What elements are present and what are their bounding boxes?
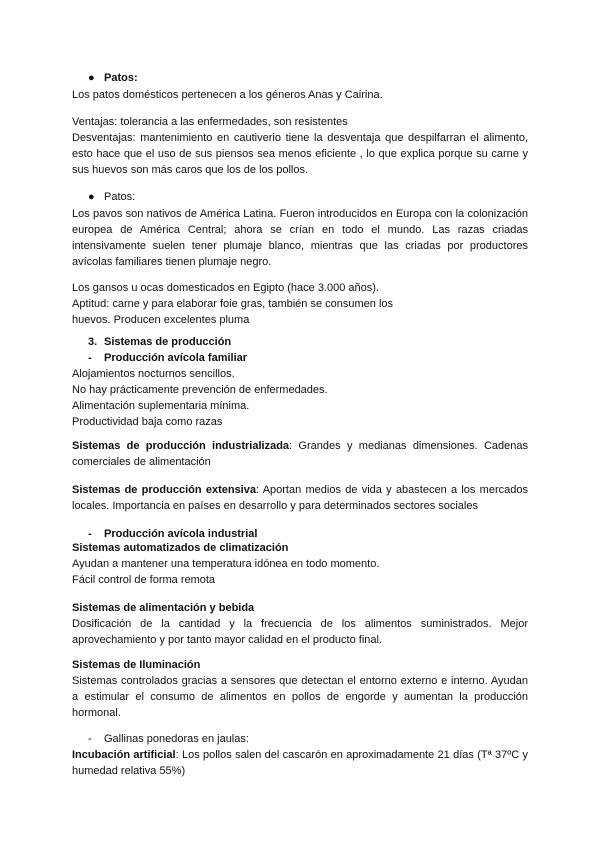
- iluminacion-title: Sistemas de Iluminación: [72, 659, 201, 671]
- definition: : Grandes y medianas dimensiones. Cadenas comerciales de alimentación: [72, 440, 528, 468]
- definition: : Aportan medios de vida y abastecen a los mercados locales. Importancia en países en desarrollo y para determinados sectores sociales: [72, 484, 528, 512]
- definition: : Los pollos salen del cascarón en aproximadamente 21 días (Tª 37ºC y humedad relativa 55%): [72, 749, 528, 777]
- familiar-heading: [88, 350, 247, 366]
- gansos-line-1: Los gansos u ocas domesticados en Egipto (hace 3.000 años).: [72, 282, 379, 294]
- climatizacion-title: Sistemas automatizados de climatización: [72, 542, 289, 554]
- section-number: 3.: [88, 336, 98, 348]
- term: Sistemas de producción industrializada: [72, 440, 290, 452]
- term: Incubación artificial: [72, 749, 176, 761]
- iluminacion-text: Sistemas controlados gracias a sensores que detectan el entorno externo e interno. Ayudan a estimular el consumo de alimentos en pollos de engorde y aumentan la producción hormonal.: [72, 675, 528, 719]
- climatizacion-line: Ayudan a mantener una temperatura idónea en todo momento.: [72, 558, 380, 570]
- incubacion-paragraph: [72, 747, 528, 779]
- dash-icon: -: [88, 352, 92, 364]
- gansos-line-2: Aptitud: carne y para elaborar foie gras, también se consumen los: [72, 298, 394, 310]
- desventajas-text: Desventajas: mantenimiento en cautiverio tiene la desventaja que despilfarran el alimento, esto hace que el uso de sus piensos sea menos eficiente , lo que explica porque su carne y sus huevos son más caros que los de los pollos.: [72, 132, 528, 176]
- pavos-text: Los pavos son nativos de América Latina. Fueron introducidos en Europa con la colonización europea de América Central; ahora se crían en todo el mundo. Las razas criadas intensivamente suelen tener plumaje blanco, mientras que las criadas por productores avícolas familiares tienen plumaje negro.: [72, 208, 528, 268]
- patos-text: Los patos domésticos pertenecen a los géneros Anas y Cairina.: [72, 89, 383, 101]
- bullet-icon: ●: [88, 191, 95, 203]
- gansos-line-3: huevos. Producen excelentes pluma: [72, 314, 250, 326]
- subsection-title: Producción avícola familiar: [104, 352, 248, 364]
- industrializada-paragraph: [72, 438, 528, 470]
- gallinas-item: [88, 731, 249, 747]
- dash-icon: -: [88, 733, 92, 745]
- familiar-line: No hay prácticamente prevención de enfermedades.: [72, 384, 328, 396]
- bullet-icon: ●: [88, 72, 95, 84]
- section-title: Sistemas de producción: [104, 336, 232, 348]
- ventajas-text: Ventajas: tolerancia a las enfermedades, son resistentes: [72, 116, 348, 128]
- climatizacion-line: Fácil control de forma remota: [72, 574, 216, 586]
- alimentacion-title: Sistemas de alimentación y bebida: [72, 602, 255, 614]
- item-text: Gallinas ponedoras en jaulas:: [104, 733, 249, 745]
- familiar-line: Productividad baja como razas: [72, 416, 223, 428]
- alimentacion-text: Dosificación de la cantidad y la frecuencia de los alimentos suministrados. Mejor aprovechamiento y por tanto mayor calidad en el producto final.: [72, 618, 528, 646]
- heading-text: Patos:: [104, 72, 138, 84]
- section-heading: [88, 334, 231, 350]
- familiar-line: Alojamientos nocturnos sencillos.: [72, 368, 235, 380]
- patos-heading: [88, 70, 138, 86]
- familiar-line: Alimentación suplementaria mínima.: [72, 400, 250, 412]
- subsection-title: Producción avícola industrial: [104, 528, 258, 540]
- patos-heading-2: [88, 189, 135, 205]
- extensiva-paragraph: [72, 482, 528, 514]
- term: Sistemas de producción extensiva: [72, 484, 256, 496]
- dash-icon: -: [88, 528, 92, 540]
- heading-text: Patos:: [104, 191, 136, 203]
